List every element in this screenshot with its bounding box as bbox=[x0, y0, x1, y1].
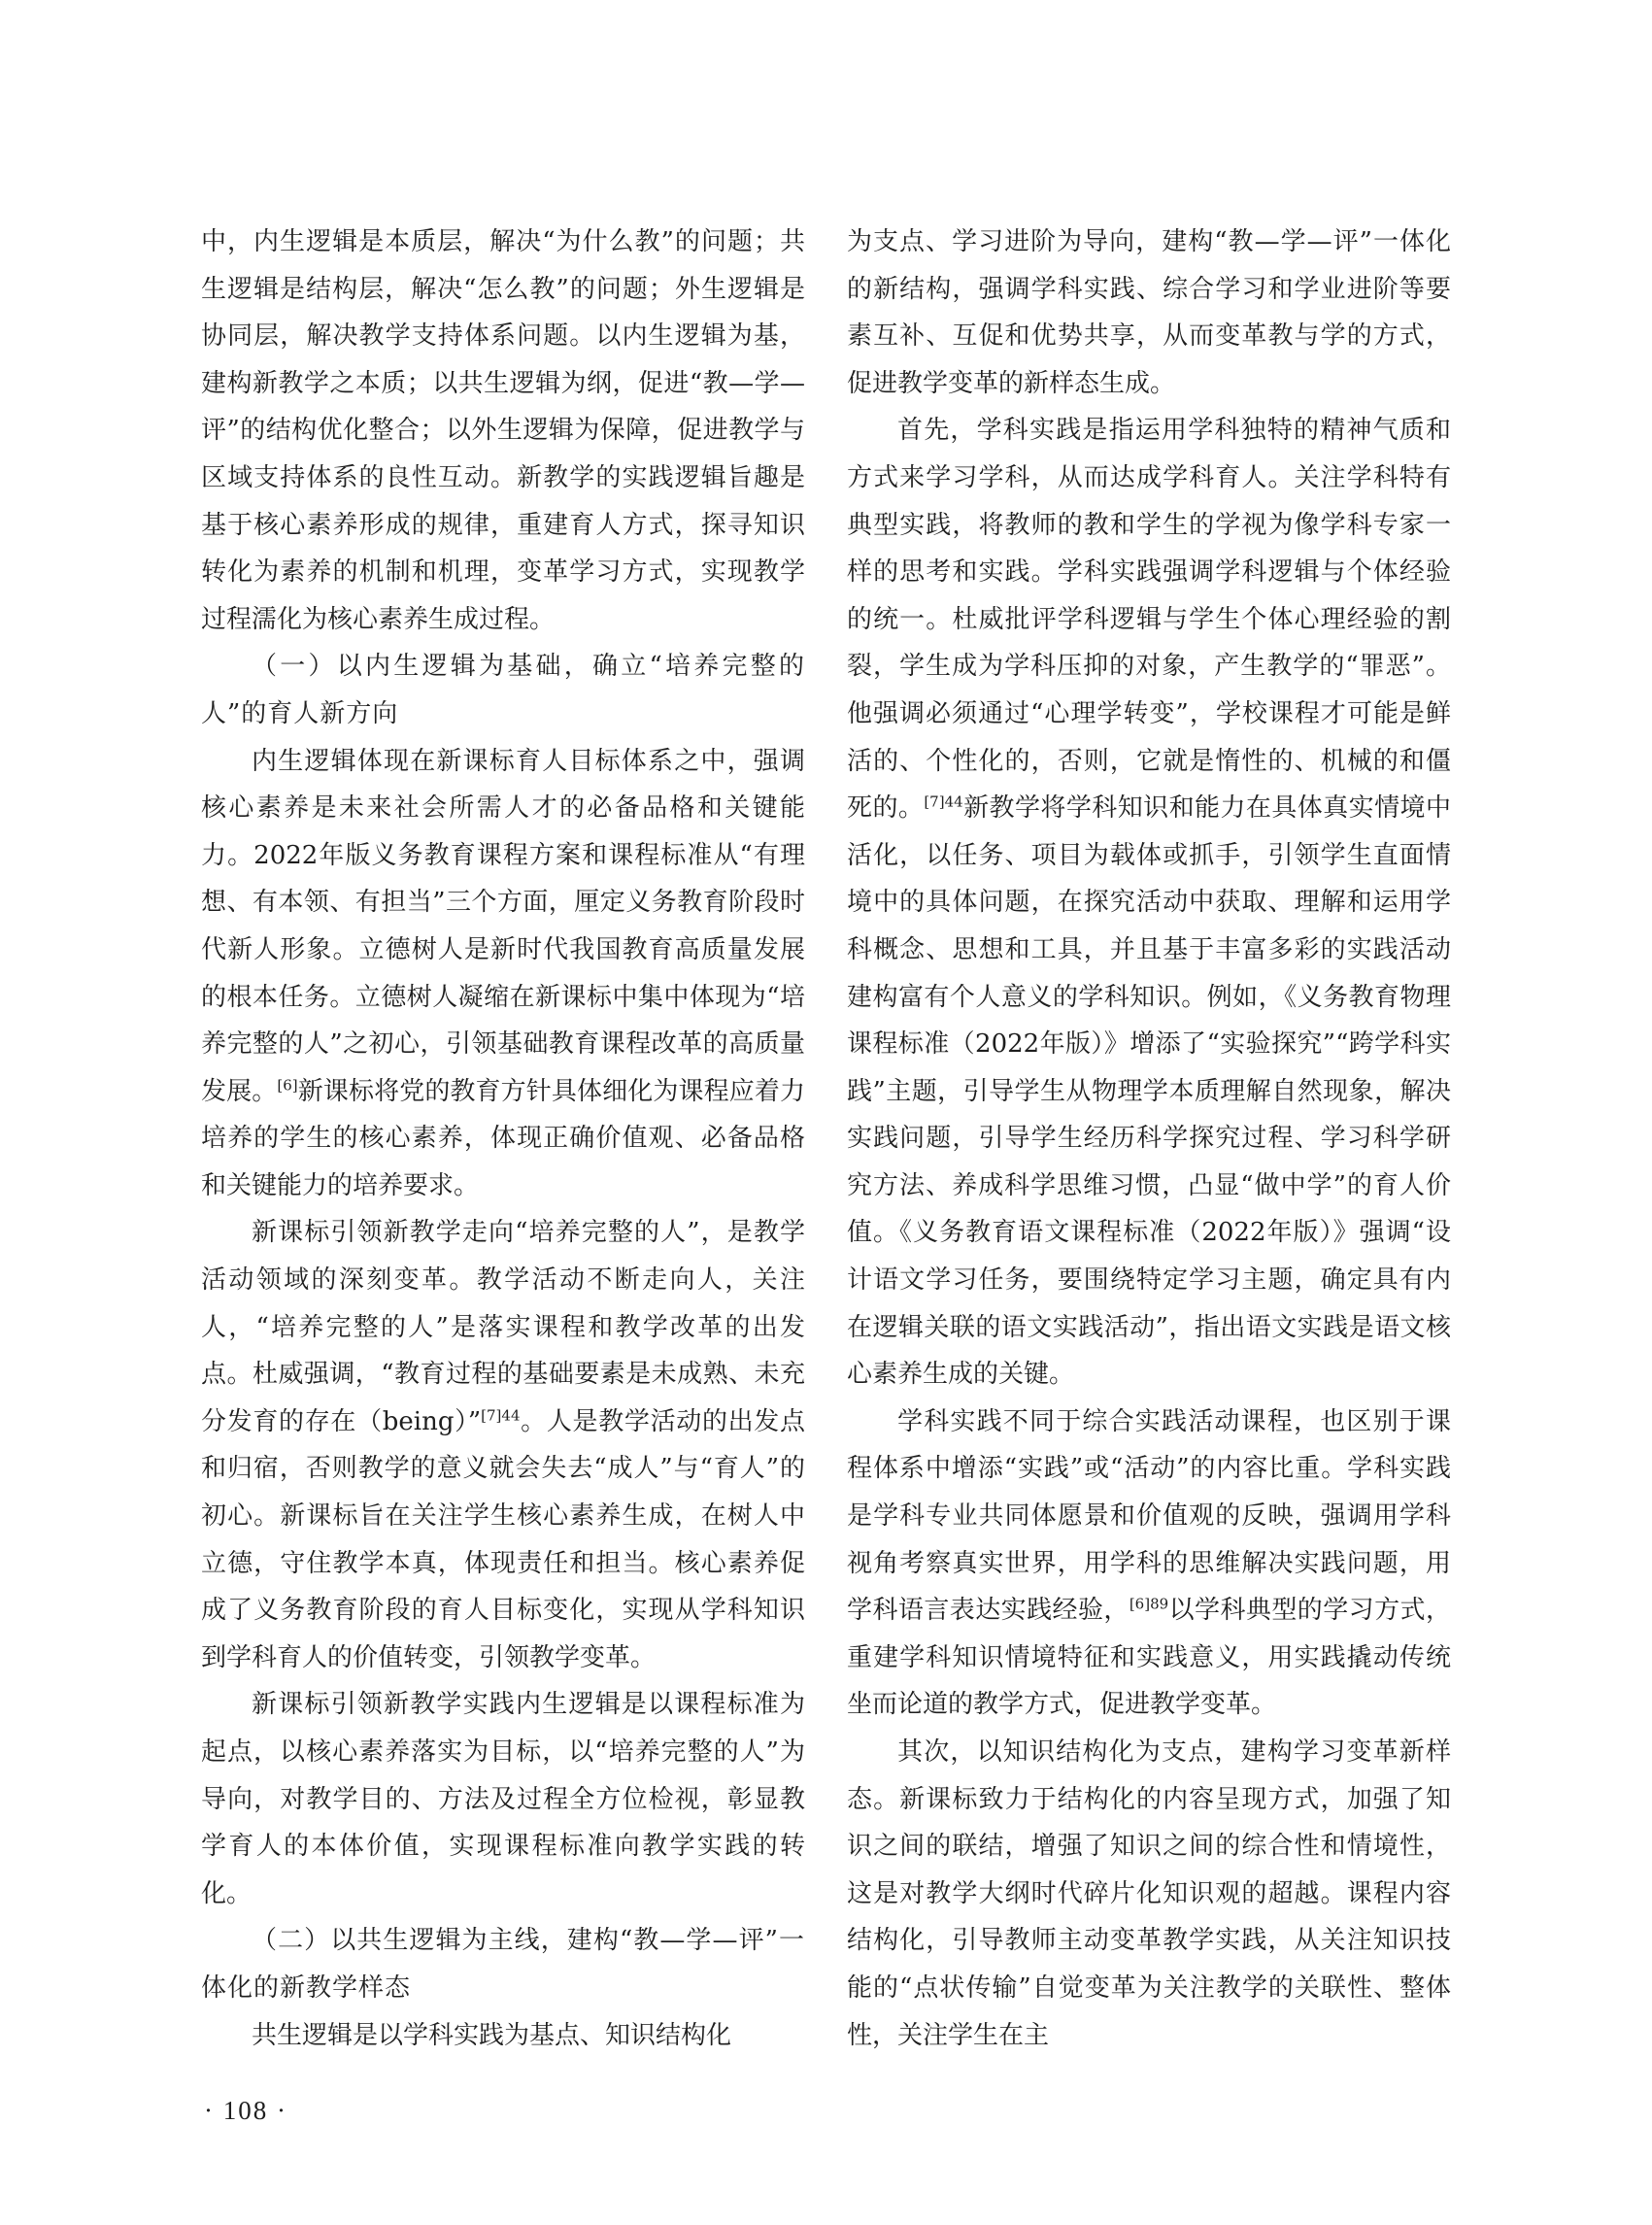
citation-ref[interactable]: [6]89 bbox=[1129, 1595, 1169, 1613]
paragraph-text: 以学科典型的学习方式，重建学科知识情境特征和实践意义，用实践撬动传统坐而论道的教学方式，促进教学变革。 bbox=[847, 1596, 1451, 1720]
section-heading: （二）以共生逻辑为主线，建构“教—学—评”一体化的新教学样态 bbox=[201, 1926, 805, 2003]
paragraph: 中，内生逻辑是本质层，解决“为什么教”的问题；共生逻辑是结构层，解决“怎么教”的问题；外生逻辑是协同层，解决教学支持体系问题。以内生逻辑为基，建构新教学之本质；以共生逻辑为纲，促进“教—学—评”的结构优化整合；以外生逻辑为保障，促进教学与区域支持体系的良性互动。新教学的实践逻辑旨趣是基于核心素养形成的规律，重建育人方式，探寻知识转化为素养的机制和机理，变革学习方式，实现教学过程濡化为核心素养生成过程。 bbox=[201, 227, 805, 634]
citation-ref[interactable]: [7]44 bbox=[924, 792, 963, 811]
citation-ref[interactable]: [6] bbox=[277, 1076, 298, 1095]
page-number: · 108 · bbox=[204, 2096, 287, 2125]
paragraph-text: 新课标引领新教学走向“培养完整的人”，是教学活动领域的深刻变革。教学活动不断走向人，关注人，“培养完整的人”是落实课程和教学改革的出发点。杜威强调，“教育过程的基础要素是未成熟、未充分发育的存在（being）” bbox=[201, 1218, 805, 1436]
left-column bbox=[201, 219, 805, 2059]
paragraph bbox=[201, 738, 805, 1210]
paragraph-text: 新教学将学科知识和能力在具体真实情境中活化，以任务、项目为载体或抓手，引领学生直面情境中的具体问题，在探究活动中获取、理解和运用学科概念、思想和工具，并且基于丰富多彩的实践活动建构富有个人意义的学科知识。例如，《义务教育物理课程标准（2022年版）》增添了“实验探究”“跨学科实践”主题，引导学生从物理学本质理解自然现象，解决实践问题，引导学生经历科学探究过程、学习科学研究方法、养成科学思维习惯，凸显“做中学”的育人价值。《义务教育语文课程标准（2022年版）》强调“设计语文学习任务，要围绕特定学习主题，确定具有内在逻辑关联的语文实践活动”，指出语文实践是语文核心素养生成的关键。 bbox=[847, 793, 1451, 1390]
paragraph: 共生逻辑是以学科实践为基点、知识结构化 bbox=[252, 2020, 732, 2050]
paragraph: 为支点、学习进阶为导向，建构“教—学—评”一体化的新结构，强调学科实践、综合学习和学业进阶等要素互补、互促和优势共享，从而变革教与学的方式，促进教学变革的新样态生成。 bbox=[847, 227, 1451, 398]
paragraph bbox=[847, 1399, 1451, 1729]
citation-ref[interactable]: [7]44 bbox=[481, 1406, 521, 1425]
paragraph: 其次，以知识结构化为支点，建构学习变革新样态。新课标致力于结构化的内容呈现方式，加强了知识之间的联结，增强了知识之间的综合性和情境性，这是对教学大纲时代碎片化知识观的超越。课程内容结构化，引导教师主动变革教学实践，从关注知识技能的“点状传输”自觉变革为关注教学的关联性、整体性，关注学生在主 bbox=[847, 1737, 1451, 2050]
paragraph: 新课标引领新教学实践内生逻辑是以课程标准为起点，以核心素养落实为目标，以“培养完整的人”为导向，对教学目的、方法及过程全方位检视，彰显教学育人的本体价值，实现课程标准向教学实践的转化。 bbox=[201, 1690, 805, 1908]
paragraph-text: 首先，学科实践是指运用学科独特的精神气质和方式来学习学科，从而达成学科育人。关注学科特有典型实践，将教师的教和学生的学视为像学科专家一样的思考和实践。学科实践强调学科逻辑与个体经验的统一。杜威批评学科逻辑与学生个体心理经验的割裂，学生成为学科压抑的对象，产生教学的“罪恶”。他强调必须通过“心理学转变”，学校课程才可能是鲜活的、个性化的，否则，它就是惰性的、机械的和僵死的。 bbox=[847, 416, 1451, 824]
paragraph bbox=[201, 1209, 805, 1681]
section-heading: （一）以内生逻辑为基础，确立“培养完整的人”的育人新方向 bbox=[201, 652, 805, 728]
paragraph-text: 内生逻辑体现在新课标育人目标体系之中，强调核心素养是未来社会所需人才的必备品格和关键能力。2022年版义务教育课程方案和课程标准从“有理想、有本领、有担当”三个方面，厘定义务教育阶段时代新人形象。立德树人是新时代我国教育高质量发展的根本任务。立德树人凝缩在新课标中集中体现为“培养完整的人”之初心，引领基础教育课程改革的高质量发展。 bbox=[201, 746, 805, 1106]
paragraph bbox=[847, 407, 1451, 1398]
right-column bbox=[847, 219, 1451, 2059]
paragraph-text: 新课标将党的教育方针具体细化为课程应着力培养的学生的核心素养，体现正确价值观、必备品格和关键能力的培养要求。 bbox=[201, 1076, 805, 1200]
paragraph-text: 学科实践不同于综合实践活动课程，也区别于课程体系中增添“实践”或“活动”的内容比重。学科实践是学科专业共同体愿景和价值观的反映，强调用学科视角考察真实世界，用学科的思维解决实践问题，用学科语言表达实践经验， bbox=[847, 1406, 1451, 1626]
paragraph-text: 。人是教学活动的出发点和归宿，否则教学的意义就会失去“成人”与“育人”的初心。新课标旨在关注学生核心素养生成，在树人中立德，守住教学本真，体现责任和担当。核心素养促成了义务教育阶段的育人目标变化，实现从学科知识到学科育人的价值转变，引领教学变革。 bbox=[201, 1406, 805, 1672]
